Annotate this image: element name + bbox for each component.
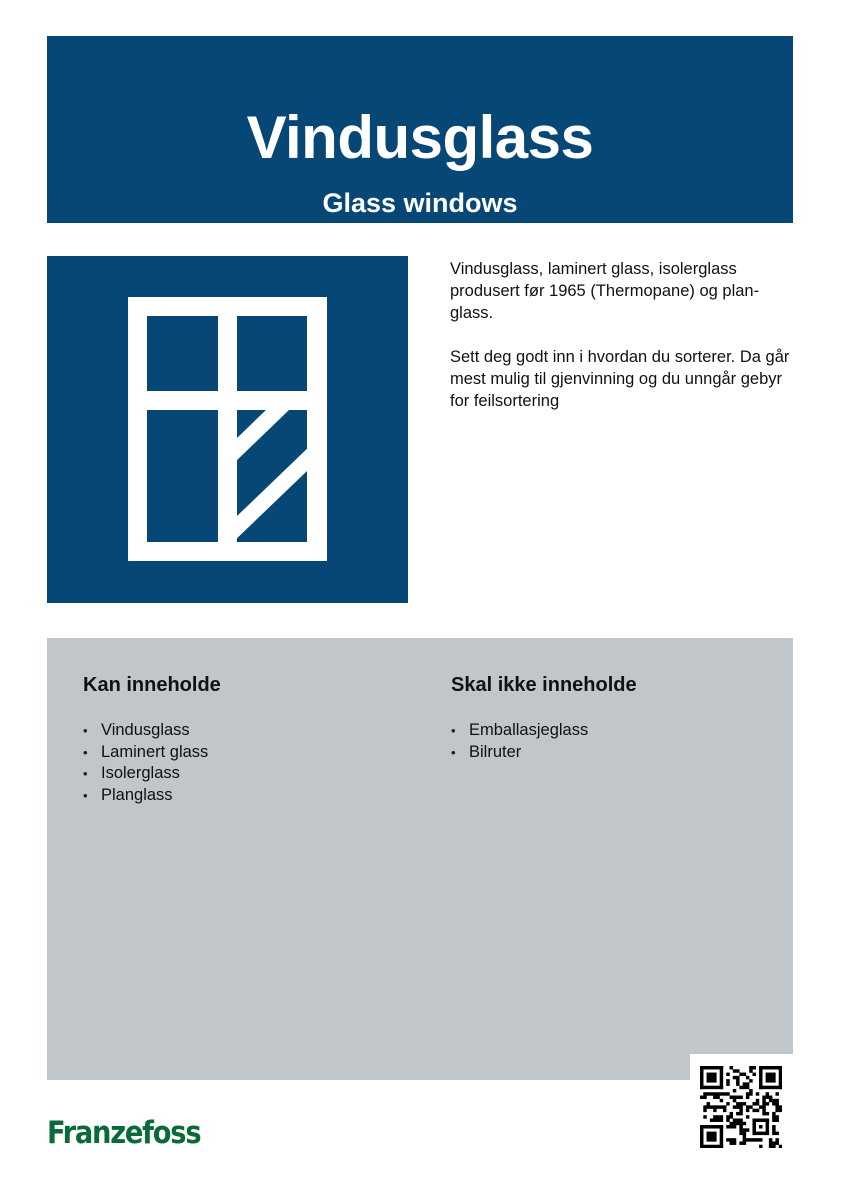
header-banner xyxy=(47,36,793,223)
bullet-icon: • xyxy=(83,788,88,804)
description xyxy=(450,258,795,434)
list-item xyxy=(83,742,413,764)
can-contain-list xyxy=(83,720,413,807)
list-item xyxy=(83,785,413,807)
must-not-contain-section xyxy=(451,670,781,763)
must-not-contain-list xyxy=(451,720,781,763)
list-item-label: Planglass xyxy=(101,786,173,805)
window-pictogram xyxy=(47,256,408,603)
bullet-icon: • xyxy=(451,744,456,760)
list-item xyxy=(451,720,781,742)
bullet-icon: • xyxy=(451,723,456,738)
can-contain-heading: Kan inneholde xyxy=(83,674,221,696)
list-item-label: Vindusglass xyxy=(101,721,190,739)
list-item xyxy=(451,742,781,764)
qr-code[interactable] xyxy=(690,1054,793,1157)
list-item xyxy=(83,763,413,785)
franzefoss-logo: Franzefoss xyxy=(47,1115,201,1151)
page-subtitle: Glass windows xyxy=(322,188,518,218)
can-contain-section xyxy=(83,670,413,807)
description-paragraph-2: Sett deg godt inn i hvordan du sorterer. Da går mest mulig til gjenvinning og du unngår gebyr for feilsortering xyxy=(450,348,790,410)
window-icon xyxy=(47,256,408,603)
bullet-icon: • xyxy=(83,744,88,760)
description-paragraph-1: Vindusglass, laminert glass, isolerglass produsert før 1965 (Thermopane) og plan-glass. xyxy=(450,260,760,322)
list-item xyxy=(83,720,413,742)
qr-code-icon[interactable] xyxy=(700,1066,782,1148)
list-item-label: Emballasjeglass xyxy=(469,721,589,739)
page-title: Vindusglass xyxy=(246,104,594,171)
must-not-contain-heading: Skal ikke inneholde xyxy=(451,674,637,696)
content-panel xyxy=(47,638,793,1080)
list-item-label: Laminert glass xyxy=(101,742,209,761)
bullet-icon: • xyxy=(83,766,88,782)
list-item-label: Isolerglass xyxy=(101,764,180,783)
list-item-label: Bilruter xyxy=(469,742,522,761)
bullet-icon: • xyxy=(83,723,88,738)
